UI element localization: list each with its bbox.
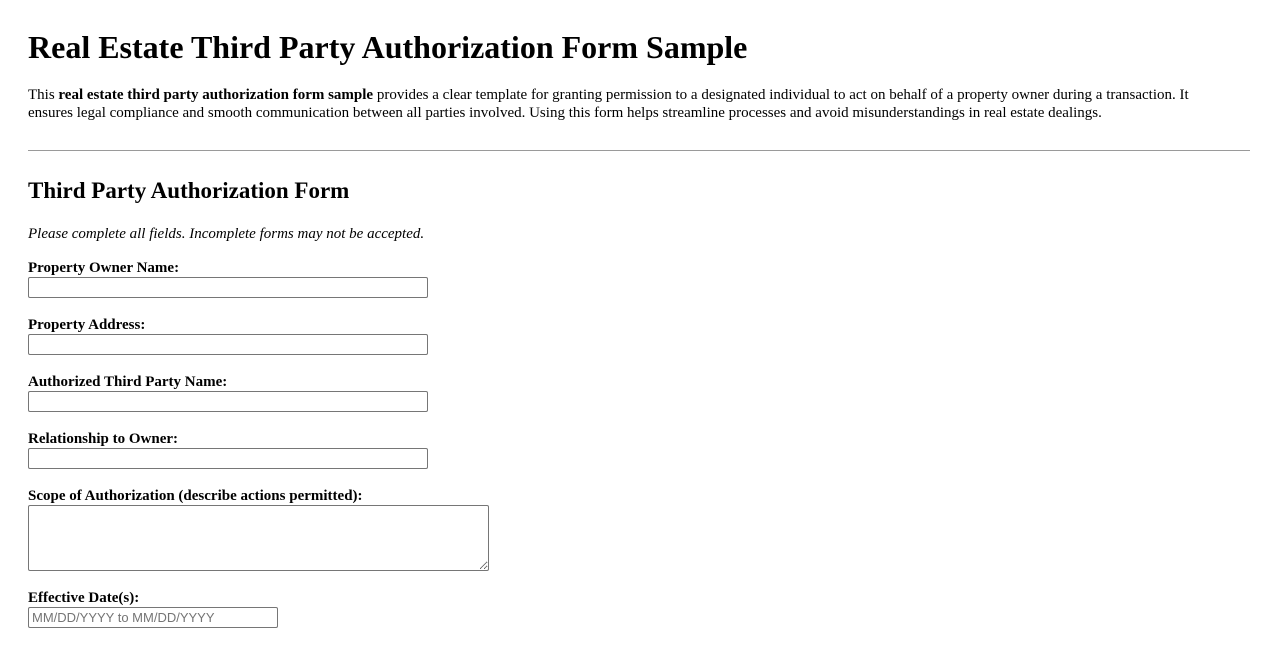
form-instructions: Please complete all fields. Incomplete forms may not be accepted. <box>28 226 425 242</box>
intro-paragraph <box>28 86 1218 122</box>
property-owner-name-input[interactable] <box>28 277 428 298</box>
authorized-third-party-name-label: Authorized Third Party Name: <box>28 374 228 390</box>
form-heading: Third Party Authorization Form <box>28 178 350 203</box>
intro-bold: real estate third party authorization form sample <box>58 87 374 103</box>
authorized-third-party-name-input[interactable] <box>28 391 428 412</box>
effective-dates-label: Effective Date(s): <box>28 590 140 606</box>
property-owner-name-label: Property Owner Name: <box>28 260 180 276</box>
property-address-label: Property Address: <box>28 317 146 333</box>
section-divider <box>28 150 1250 151</box>
scope-of-authorization-textarea[interactable] <box>28 505 489 571</box>
intro-rest: provides a clear template for granting permission to a designated individual to act on behalf of a property owner during a transaction. It ensures legal compliance and smooth communication between all parties involved. Using this form helps streamline processes and avoid misunderstandings in real estate dealings. <box>28 87 1189 121</box>
scope-of-authorization-label: Scope of Authorization (describe actions permitted): <box>28 488 363 504</box>
relationship-to-owner-input[interactable] <box>28 448 428 469</box>
property-address-input[interactable] <box>28 334 428 355</box>
intro-lead: This <box>28 87 59 103</box>
effective-dates-input[interactable] <box>28 607 278 628</box>
page-title: Real Estate Third Party Authorization Form Sample <box>28 29 748 65</box>
relationship-to-owner-label: Relationship to Owner: <box>28 431 178 447</box>
